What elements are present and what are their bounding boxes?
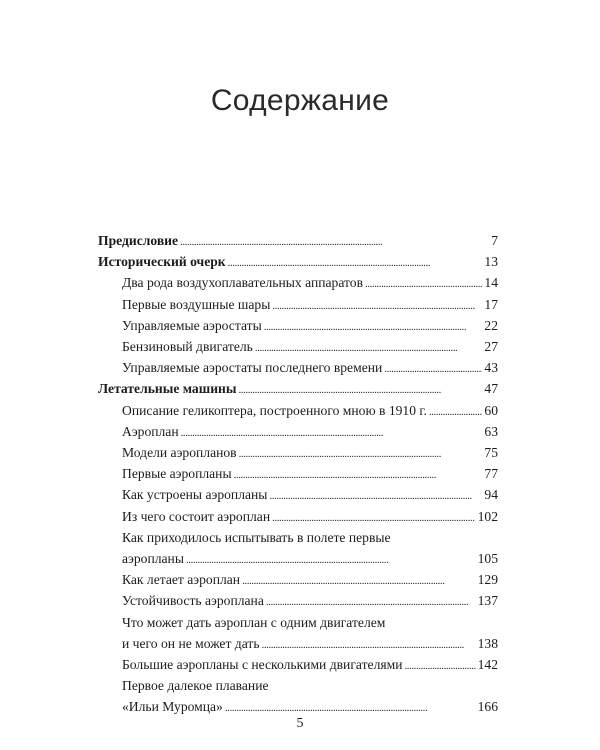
toc-page-number: 27 [484, 339, 498, 355]
toc-line [98, 696, 498, 717]
toc-page-number: 137 [477, 593, 498, 609]
toc-entry [98, 675, 498, 717]
toc-entry [98, 294, 498, 315]
dot-leader [384, 357, 482, 378]
toc-entry-title: Устойчивость аэроплана [122, 593, 264, 609]
toc-entry-title: Два рода воздухоплавательных аппаратов [122, 275, 363, 291]
toc-line [98, 272, 498, 293]
toc-entry-title: Исторический очерк [98, 254, 226, 270]
toc-line [98, 548, 498, 569]
toc-page-number: 94 [484, 487, 498, 503]
dot-leader [272, 506, 476, 527]
toc-line [98, 484, 498, 505]
toc-line [98, 506, 498, 527]
toc-page-number: 77 [484, 466, 498, 482]
toc-entry-title: Первое далекое плавание [122, 678, 269, 694]
toc-page-number: 105 [477, 551, 498, 567]
dot-leader [234, 463, 483, 484]
toc-page-number: 17 [484, 296, 498, 312]
toc-page-number: 13 [484, 254, 498, 270]
toc-page-number: 102 [477, 508, 498, 524]
toc-line [98, 421, 498, 442]
toc-entry [98, 506, 498, 527]
toc-entry [98, 315, 498, 336]
toc-line [98, 612, 498, 633]
toc-entry-title: Первые воздушные шары [122, 296, 271, 312]
toc-entry-title: Первые аэропланы [122, 466, 232, 482]
toc-page-number: 138 [477, 635, 498, 651]
toc-page-number: 7 [491, 233, 498, 248]
toc-entry [98, 442, 498, 463]
toc-line [98, 569, 498, 590]
toc-entry-title: Из чего состоит аэроплан [122, 508, 271, 524]
toc-line [98, 675, 498, 696]
toc-entry-title: Как приходилось испытывать в полете первые [122, 529, 391, 545]
toc-page-number: 47 [484, 381, 498, 397]
toc-entry [98, 654, 498, 675]
toc-entry-title: Летательные машины [98, 381, 237, 397]
toc-entry-title: Модели аэропланов [122, 445, 237, 461]
toc-entry-title: и чего он не может дать [122, 635, 260, 651]
toc-section [98, 230, 498, 251]
toc-entry-title: Аэроплан [122, 423, 179, 439]
toc-entry [98, 463, 498, 484]
toc-entry-title: аэропланы [122, 551, 184, 567]
dot-leader [180, 230, 489, 251]
dot-leader [238, 378, 482, 399]
dot-leader [272, 294, 482, 315]
toc-entry [98, 400, 498, 421]
dot-leader [181, 421, 483, 442]
toc-entry-title: Бензиновый двигатель [122, 339, 253, 355]
toc-line [98, 378, 498, 399]
toc-entry-title: Управляемые аэростаты последнего времени [122, 360, 383, 376]
toc-page-number: 43 [484, 360, 498, 376]
toc-entry [98, 569, 498, 590]
toc-entry-title: «Ильи Муромца» [122, 699, 223, 715]
toc-entry-title: Описание геликоптера, построенного мною в 1910 г. [122, 402, 427, 418]
toc-line [98, 315, 498, 336]
dot-leader [266, 590, 476, 611]
toc-line [98, 230, 498, 251]
toc-page-number: 142 [477, 657, 498, 673]
toc-entry [98, 527, 498, 569]
toc-line [98, 463, 498, 484]
page-title: Содержание [210, 84, 390, 117]
dot-leader [262, 633, 476, 654]
toc-section [98, 251, 498, 272]
toc-entry [98, 421, 498, 442]
dot-leader [365, 272, 482, 293]
toc-entry-title: Управляемые аэростаты [122, 317, 262, 333]
dot-leader [186, 548, 476, 569]
dot-leader [228, 251, 483, 272]
toc-line [98, 654, 498, 675]
toc-line [98, 442, 498, 463]
toc-entry [98, 612, 498, 654]
toc-line [98, 294, 498, 315]
toc-line [98, 400, 498, 421]
toc-page-number: 166 [477, 699, 498, 715]
toc-entry [98, 272, 498, 293]
toc-page-number: 129 [477, 572, 498, 588]
dot-leader [404, 654, 475, 675]
toc-page-number: 60 [484, 402, 498, 418]
toc-line [98, 633, 498, 654]
toc-page-number: 14 [484, 275, 498, 291]
toc-section [98, 378, 498, 399]
toc-entry [98, 484, 498, 505]
toc-entry-title: Большие аэропланы с несколькими двигателями [122, 657, 403, 673]
toc-line [98, 357, 498, 378]
dot-leader [255, 336, 483, 357]
toc-line [98, 590, 498, 611]
toc-line [98, 527, 498, 548]
toc-page-number: 63 [484, 423, 498, 439]
dot-leader [239, 442, 483, 463]
dot-leader [264, 315, 483, 336]
toc-entry [98, 336, 498, 357]
toc-entry-title: Как устроены аэропланы [122, 487, 268, 503]
toc-entry-title: Что может дать аэроплан с одним двигателем [122, 614, 386, 630]
dot-leader [429, 400, 483, 421]
dot-leader [269, 484, 482, 505]
toc-entry [98, 357, 498, 378]
toc-entry [98, 590, 498, 611]
toc-line [98, 336, 498, 357]
table-of-contents [98, 230, 498, 718]
toc-page-number: 22 [484, 317, 498, 333]
page-number: 5 [296, 716, 304, 731]
toc-entry-title: Как летает аэроплан [122, 572, 241, 588]
toc-page-number: 75 [484, 445, 498, 461]
dot-leader [225, 696, 476, 717]
toc-entry-title: Предисловие [98, 233, 179, 248]
dot-leader [242, 569, 476, 590]
toc-line [98, 251, 498, 272]
